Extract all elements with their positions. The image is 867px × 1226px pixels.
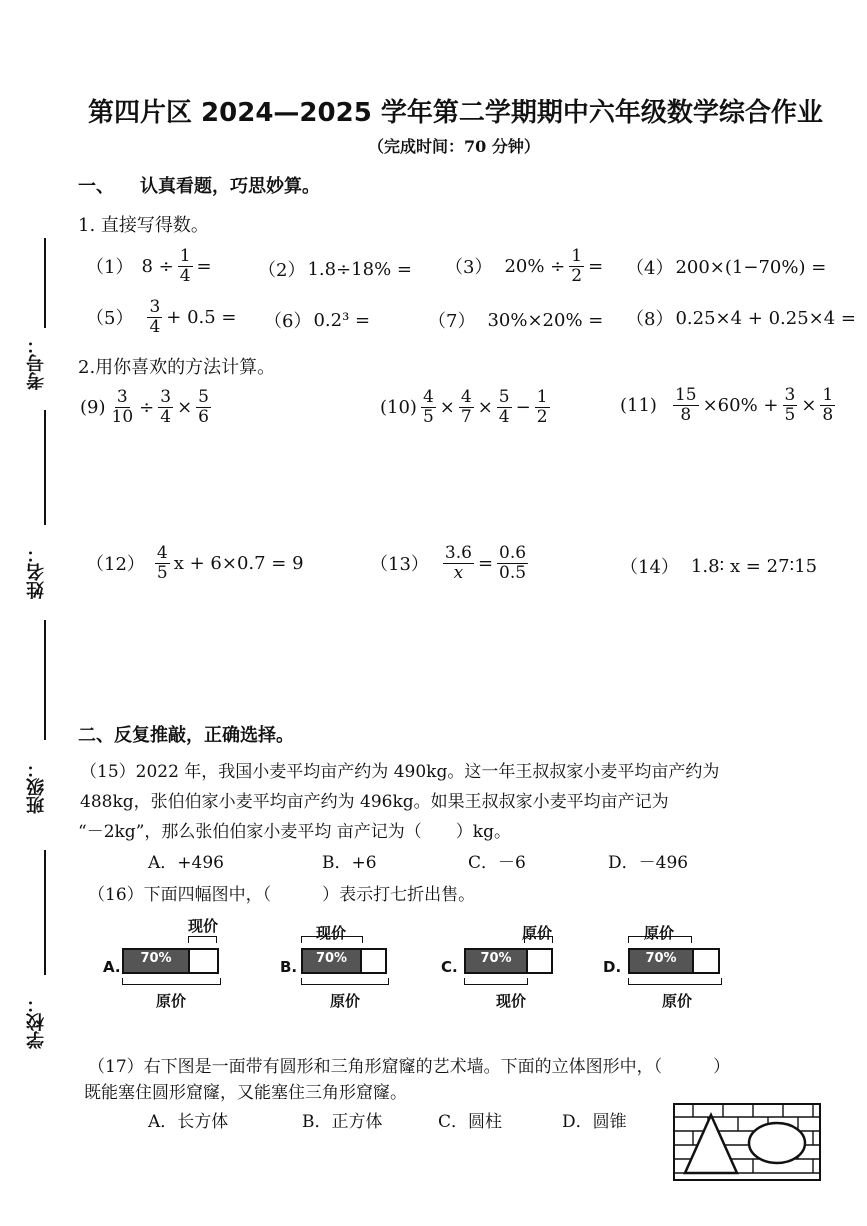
q9-frac-1: $\frac{3}{10}$: [111, 387, 134, 427]
q10-frac-4: $\frac{1}{2}$: [536, 387, 548, 427]
q11-op-1: ×60% +: [702, 394, 779, 416]
q13-no: （13）: [370, 554, 429, 576]
question-13: [370, 544, 530, 582]
q11-frac-3: $\frac{1}{8}$: [822, 385, 834, 425]
art-wall-image: [673, 1103, 821, 1181]
q1-pre: 8 ÷: [141, 255, 174, 277]
figure-a-top-label: 现价: [188, 917, 219, 935]
figure-c-top-label: 原价: [522, 924, 553, 942]
q17-line-2: 既能塞住圆形窟窿，又能塞住三角形窟窿。: [84, 1083, 407, 1103]
q11-frac-2: $\frac{3}{5}$: [784, 385, 796, 425]
q1-post: =: [196, 255, 212, 277]
q17-option-b[interactable]: B．正方体: [302, 1112, 383, 1132]
q1-no: （1）: [86, 257, 134, 279]
q14-text: 1.8∶ x = 27∶15: [690, 555, 818, 577]
q10-frac-2: $\frac{4}{7}$: [460, 387, 472, 427]
circle-hole: [749, 1123, 805, 1163]
figure-c-bar: [464, 948, 553, 974]
question-14: [620, 553, 817, 579]
q17-line-1: （17）右下图是一面带有圆形和三角形窟窿的艺术墙。下面的立体图形中，（ ）: [88, 1057, 731, 1077]
question-11: [620, 386, 837, 424]
q8-text: 0.25×4 + 0.25×4 =: [675, 307, 857, 329]
q17-option-a[interactable]: A．长方体: [148, 1112, 229, 1132]
q3-no: （3）: [445, 257, 493, 279]
school-label: 学校：: [26, 995, 47, 1049]
q10-op-2: ×: [477, 396, 493, 418]
figure-b-letter: B.: [280, 958, 298, 976]
q15-line-2: 488kg，张伯伯家小麦平均亩产约为 496kg。如果王叔叔家小麦平均亩产记为: [80, 792, 669, 812]
figure-b-bar: [301, 948, 387, 974]
figure-a-bar: [122, 948, 219, 974]
q13-eq: =: [477, 552, 494, 574]
figure-b-top-label: 现价: [316, 924, 347, 942]
q9-op-2: ×: [177, 396, 193, 418]
question-1: [86, 247, 212, 285]
question-4: [626, 254, 826, 280]
q12-fraction: $\frac{4}{5}$: [156, 543, 168, 583]
q15-option-b[interactable]: B．+6: [322, 853, 377, 873]
q3-pre: 20% ÷: [504, 255, 566, 277]
q15-option-a[interactable]: A．+496: [148, 853, 224, 873]
figure-d-letter: D.: [603, 958, 622, 976]
figure-c-bottom-label: 现价: [496, 992, 527, 1010]
q9-op-1: ÷: [139, 396, 155, 418]
figure-c-letter: C.: [441, 958, 458, 976]
binding-line-1: [44, 238, 46, 328]
q4-no: （4）: [626, 258, 674, 279]
question-5: [86, 298, 237, 336]
q7-no: （7）: [428, 311, 476, 332]
question-6: [264, 307, 370, 333]
figure-b-bottom-label: 原价: [330, 992, 361, 1010]
name-label: 姓名：: [26, 545, 47, 599]
q10-no: (10): [380, 396, 417, 418]
q10-op-3: −: [515, 396, 531, 418]
q15-option-c[interactable]: C．－6: [468, 853, 526, 873]
q17-option-d[interactable]: D．圆锥: [562, 1112, 627, 1132]
q11-frac-1: $\frac{15}{8}$: [674, 385, 697, 425]
question-12: [86, 544, 304, 582]
figure-c-fill: 70%: [466, 950, 528, 972]
q9-no: (9): [80, 396, 106, 418]
figure-a-bottom-brace: [122, 978, 221, 985]
figure-a-fill: 70%: [124, 950, 190, 972]
figure-b-fill: 70%: [303, 950, 362, 972]
q15-line-1: （15）2022 年，我国小麦平均亩产约为 490kg。这一年王叔叔家小麦平均亩产约为: [80, 762, 720, 782]
q3-fraction: $\frac{1}{2}$: [571, 246, 583, 286]
figure-a-letter: A.: [103, 958, 121, 976]
question-2: [258, 256, 412, 282]
section1-number: 一、: [78, 176, 114, 197]
exam-number-label: 考号：: [26, 336, 47, 390]
page-title: 第四片区 2024—2025 学年第二学期期中六年级数学综合作业: [88, 98, 823, 128]
figure-d-top-label: 原价: [644, 924, 675, 942]
q7-text: 30%×20% =: [487, 309, 604, 331]
q10-op-1: ×: [439, 396, 455, 418]
figure-d-bar: [628, 948, 720, 974]
question-8: [626, 305, 856, 331]
section2-heading: 二、反复推敲，正确选择。: [78, 725, 294, 746]
binding-line-2: [44, 410, 46, 525]
q5-fraction: $\frac{3}{4}$: [149, 297, 161, 337]
q12-post: x + 6×0.7 = 9: [173, 552, 304, 574]
q2-text: 1.8÷18% =: [307, 258, 412, 280]
figure-c-bottom-brace: [464, 978, 528, 985]
q13-frac-1: $\frac{3.6}{x}$: [444, 543, 472, 583]
q5-no: （5）: [86, 308, 134, 330]
q12-no: （12）: [86, 554, 145, 576]
binding-line-4: [44, 850, 46, 975]
q17-option-c[interactable]: C．圆柱: [438, 1112, 503, 1132]
q15-option-d[interactable]: D．－496: [608, 853, 689, 873]
page-subtitle: （完成时间：70 分钟）: [368, 137, 540, 156]
figure-a-top-brace: [188, 936, 217, 943]
q9-frac-2: $\frac{3}{4}$: [160, 387, 172, 427]
question-7: [428, 307, 603, 333]
figure-d-fill: 70%: [630, 950, 694, 972]
q11-no: (11): [620, 394, 657, 416]
figure-d-bottom-brace: [628, 978, 722, 985]
q2-no: （2）: [258, 260, 306, 281]
q4-text: 200×(1−70%) =: [675, 256, 827, 278]
q15-line-3: “－2kg”，那么张伯伯家小麦平均 亩产记为（ ）kg。: [78, 822, 511, 842]
q8-no: （8）: [626, 309, 674, 330]
q11-op-2: ×: [801, 394, 817, 416]
q1-fraction: $\frac{1}{4}$: [179, 246, 191, 286]
binding-line-3: [44, 620, 46, 740]
q6-no: （6）: [264, 311, 312, 332]
q6-text: 0.2³ =: [313, 309, 371, 331]
figure-b-bottom-brace: [301, 978, 389, 985]
q10-frac-3: $\frac{5}{4}$: [498, 387, 510, 427]
question-9: [80, 388, 213, 426]
figure-d-bottom-label: 原价: [662, 992, 693, 1010]
q3-post: =: [588, 255, 604, 277]
class-label: 班级：: [26, 760, 47, 814]
question-10: [380, 388, 552, 426]
section1-heading: 认真看题，巧思妙算。: [140, 176, 320, 197]
figure-a-bottom-label: 原价: [156, 992, 187, 1010]
q10-frac-1: $\frac{4}{5}$: [422, 387, 434, 427]
q9-frac-3: $\frac{5}{6}$: [198, 387, 209, 427]
q5-post: + 0.5 =: [166, 306, 237, 328]
q16-text: （16）下面四幅图中，（ ）表示打七折出售。: [88, 885, 476, 905]
question-3: [445, 247, 603, 285]
part2-heading: 2.用你喜欢的方法计算。: [78, 357, 276, 378]
q13-frac-2: $\frac{0.6}{0.5}$: [499, 543, 527, 583]
part1-heading: 1. 直接写得数。: [78, 215, 209, 236]
q14-no: （14）: [620, 557, 679, 578]
